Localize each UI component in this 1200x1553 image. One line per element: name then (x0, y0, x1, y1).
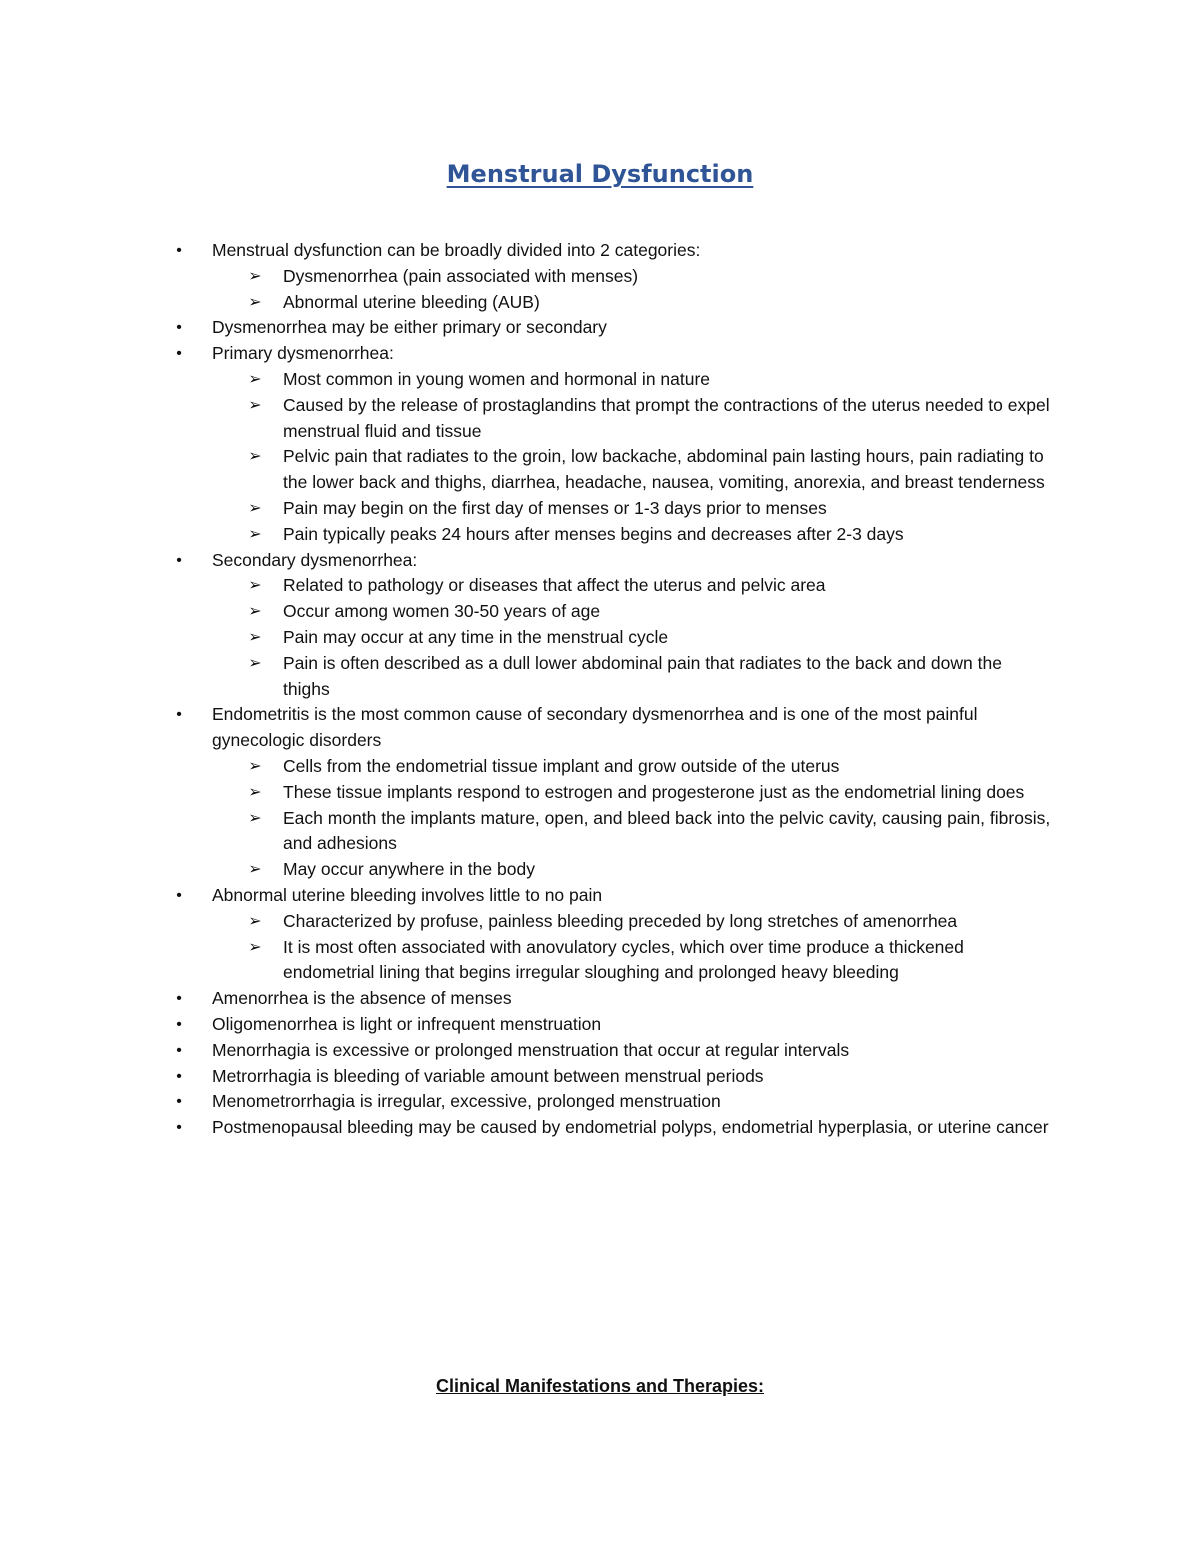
list-item-text: Endometritis is the most common cause of secondary dysmenorrhea and is one of the most painful gynecologic disorders (212, 704, 978, 751)
list-item (0, 1012, 1052, 1038)
bullet-icon: • (176, 706, 182, 724)
sub-list-item-text: Abnormal uterine bleeding (AUB) (283, 291, 540, 312)
list-item-text: Primary dysmenorrhea: (212, 343, 394, 364)
sub-list-item (0, 522, 1053, 548)
arrow-bullet-icon: ➢ (248, 783, 262, 801)
sub-list (212, 754, 1052, 883)
arrow-bullet-icon: ➢ (248, 938, 262, 956)
sub-list-item-text: Pain may occur at any time in the menstrual cycle (283, 626, 669, 647)
list-item (0, 238, 1052, 315)
sub-list-item-text: These tissue implants respond to estrogen and progesterone just as the endometrial lining does (283, 781, 1025, 802)
sub-list-item (0, 780, 1053, 806)
list-item (0, 1064, 1052, 1090)
arrow-bullet-icon: ➢ (248, 396, 262, 414)
arrow-bullet-icon: ➢ (248, 293, 262, 311)
arrow-bullet-icon: ➢ (248, 525, 262, 543)
list-item (0, 315, 1052, 341)
sub-list-item-text: Each month the implants mature, open, and bleed back into the pelvic cavity, causing pain, fibrosis, and adhesions (283, 807, 1051, 854)
sub-list-item (0, 264, 1053, 290)
page-title: Menstrual Dysfunction (446, 160, 754, 188)
bullet-icon: • (176, 1093, 182, 1111)
bullet-icon: • (176, 1041, 182, 1059)
bullet-icon: • (176, 1067, 182, 1085)
list-item (0, 1089, 1052, 1115)
arrow-bullet-icon: ➢ (248, 577, 262, 595)
arrow-bullet-icon: ➢ (248, 499, 262, 517)
section-heading: Clinical Manifestations and Therapies: (435, 1376, 765, 1396)
bullet-list (0, 238, 1200, 1141)
list-item-text: Secondary dysmenorrhea: (212, 549, 418, 570)
list-item (0, 548, 1052, 703)
sub-list-item-text: Occur among women 30-50 years of age (283, 601, 601, 622)
sub-list-item-text: Most common in young women and hormonal in nature (283, 368, 711, 389)
sub-list-item-text: Characterized by profuse, painless bleeding preceded by long stretches of amenorrhea (283, 910, 958, 931)
list-item-text: Abnormal uterine bleeding involves little to no pain (212, 884, 603, 905)
arrow-bullet-icon: ➢ (248, 628, 262, 646)
sub-list-item-text: Dysmenorrhea (pain associated with menses) (283, 265, 639, 286)
sub-list-item-text: May occur anywhere in the body (283, 859, 535, 880)
list-item-text: Metrorrhagia is bleeding of variable amount between menstrual periods (212, 1065, 764, 1086)
arrow-bullet-icon: ➢ (248, 448, 262, 466)
list-item-text: Postmenopausal bleeding may be caused by endometrial polyps, endometrial hyperplasia, or uterine cancer (212, 1117, 1049, 1138)
arrow-bullet-icon: ➢ (248, 603, 262, 621)
list-item-text: Menometrorrhagia is irregular, excessive, prolonged menstruation (212, 1091, 721, 1112)
bullet-icon: • (176, 551, 182, 569)
list-item (0, 883, 1052, 986)
bullet-icon: • (176, 1119, 182, 1137)
sub-list-item (0, 909, 1053, 935)
sub-list-item-text: Pelvic pain that radiates to the groin, low backache, abdominal pain lasting hours, pain radiating to the lower back and thighs, diarrhea, headache, nausea, vomiting, anorexia, and breast tenderness (283, 446, 1045, 493)
sub-list-item-text: It is most often associated with anovulatory cycles, which over time produce a thickened endometrial lining that begins irregular sloughing and prolonged heavy bleeding (283, 936, 964, 983)
list-item-text: Amenorrhea is the absence of menses (212, 988, 512, 1009)
sub-list-item (0, 935, 1053, 987)
list-item-text: Oligomenorrhea is light or infrequent menstruation (212, 1013, 602, 1034)
sub-list-item (0, 754, 1053, 780)
list-item (0, 702, 1052, 883)
sub-list-item (0, 367, 1053, 393)
sub-list (212, 909, 1052, 986)
list-item-text: Dysmenorrhea may be either primary or secondary (212, 317, 607, 338)
list-item (0, 986, 1052, 1012)
sub-list-item-text: Related to pathology or diseases that affect the uterus and pelvic area (283, 575, 826, 596)
sub-list-item-text: Pain is often described as a dull lower abdominal pain that radiates to the back and down the thighs (283, 652, 1002, 699)
sub-list-item-text: Pain typically peaks 24 hours after menses begins and decreases after 2-3 days (283, 523, 904, 544)
arrow-bullet-icon: ➢ (248, 267, 262, 285)
list-item (0, 1038, 1052, 1064)
sub-list-item (0, 625, 1053, 651)
arrow-bullet-icon: ➢ (248, 912, 262, 930)
list-item (0, 341, 1052, 547)
list-item-text: Menorrhagia is excessive or prolonged menstruation that occur at regular intervals (212, 1039, 850, 1060)
list-item (0, 1115, 1052, 1141)
bullet-icon: • (176, 886, 182, 904)
sub-list-item-text: Cells from the endometrial tissue implant and grow outside of the uterus (283, 755, 840, 776)
arrow-bullet-icon: ➢ (248, 654, 262, 672)
bullet-icon: • (176, 242, 182, 259)
sub-list-item (0, 393, 1053, 445)
arrow-bullet-icon: ➢ (248, 370, 262, 388)
sub-list-item (0, 857, 1053, 883)
arrow-bullet-icon: ➢ (248, 861, 262, 879)
arrow-bullet-icon: ➢ (248, 809, 262, 827)
bullet-icon: • (176, 990, 182, 1008)
list-item-text: Menstrual dysfunction can be broadly divided into 2 categories: (212, 240, 701, 260)
sub-list-item (0, 496, 1053, 522)
bullet-icon: • (176, 319, 182, 337)
bullet-icon: • (176, 345, 182, 363)
sub-list (212, 573, 1052, 702)
sub-list-item (0, 290, 1053, 316)
sub-list (212, 367, 1052, 548)
bullet-icon: • (176, 1015, 182, 1033)
sub-list-item-text: Caused by the release of prostaglandins that prompt the contractions of the uterus needed to expel menstrual fluid and tissue (283, 394, 1050, 441)
sub-list-item (0, 573, 1053, 599)
sub-list-item (0, 806, 1053, 858)
sub-list (212, 264, 1052, 316)
arrow-bullet-icon: ➢ (248, 757, 262, 775)
sub-list-item (0, 444, 1053, 496)
sub-list-item (0, 651, 1053, 703)
sub-list-item-text: Pain may begin on the first day of menses or 1-3 days prior to menses (283, 497, 827, 518)
sub-list-item (0, 599, 1053, 625)
